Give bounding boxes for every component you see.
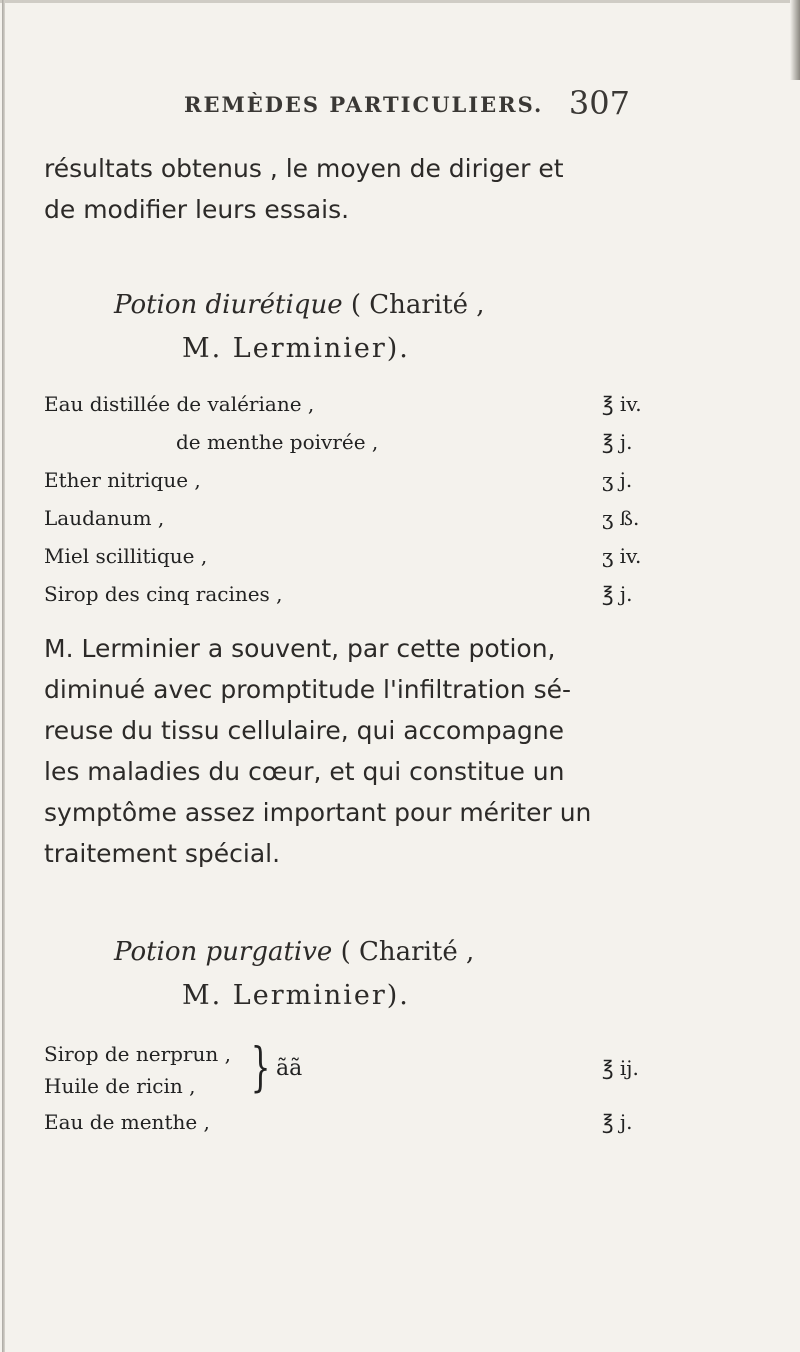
formula2-author: M. Lerminier).: [182, 980, 410, 1011]
ingredient-dose: ℥ j.: [602, 582, 633, 606]
ingredient-name: Huile de ricin ,: [44, 1074, 196, 1098]
recipe1-row: [44, 392, 754, 426]
formula1-author: M. Lerminier).: [182, 333, 410, 364]
recipe2-row: [44, 1110, 754, 1144]
recipe1-row: [44, 468, 754, 502]
formula1-title-italic: Potion diurétique: [114, 290, 343, 320]
formula1-title: [114, 290, 485, 320]
ingredient-name: Eau distillée de valériane ,: [44, 392, 315, 416]
recipe1-row: [44, 506, 754, 540]
ingredient-dose: ℥ iv.: [602, 392, 642, 416]
ingredient-dose: ʒ j.: [602, 468, 633, 492]
commentary-line-4: les maladies du cœur, et qui constitue un: [44, 757, 565, 786]
intro-line-2: de modifier leurs essais.: [44, 195, 350, 224]
ingredient-name: Miel scillitique ,: [44, 544, 208, 568]
ingredient-name: Sirop des cinq racines ,: [44, 582, 283, 606]
page-right-edge: [790, 0, 800, 80]
ingredient-name: de menthe poivrée ,: [176, 430, 379, 454]
ingredient-dose: ℥ j.: [602, 1110, 633, 1134]
formula2-title: [114, 937, 474, 967]
ingredient-dose: ℥ ij.: [602, 1056, 639, 1080]
ana-marker: ãã: [276, 1056, 303, 1081]
ingredient-name: Eau de menthe ,: [44, 1110, 210, 1134]
ingredient-name: Ether nitrique ,: [44, 468, 201, 492]
ingredient-dose: ʒ iv.: [602, 544, 642, 568]
recipe2-grouped-dose-row: [44, 1056, 754, 1090]
commentary-line-3: reuse du tissu cellulaire, qui accompagne: [44, 716, 564, 745]
formula1-title-rest: ( Charité ,: [342, 290, 485, 320]
formula2-title-italic: Potion purgative: [114, 937, 333, 967]
commentary-line-6: traitement spécial.: [44, 839, 281, 868]
page-left-edge: [2, 0, 5, 1352]
intro-line-1: résultats obtenus , le moyen de diriger et: [44, 154, 564, 183]
ingredient-dose: ʒ ß.: [602, 506, 640, 530]
ingredient-name: Laudanum ,: [44, 506, 165, 530]
commentary-line-5: symptôme assez important pour mériter un: [44, 798, 592, 827]
running-head-title: REMÈDES PARTICULIERS.: [184, 92, 544, 117]
commentary-line-2: diminué avec promptitude l'infiltration sé-: [44, 675, 571, 704]
page-number: 307: [568, 84, 630, 122]
ingredient-dose: ℥ j.: [602, 430, 633, 454]
recipe1-row: [44, 544, 754, 578]
formula2-title-rest: ( Charité ,: [332, 937, 475, 967]
page-top-edge: [0, 0, 800, 3]
running-head: [184, 84, 630, 122]
recipe1-row: [44, 430, 754, 464]
commentary-line-1: M. Lerminier a souvent, par cette potion,: [44, 634, 556, 663]
grouping-brace: }: [250, 1038, 271, 1098]
recipe1-row: [44, 582, 754, 616]
ingredient-name: Sirop de nerprun ,: [44, 1042, 231, 1066]
